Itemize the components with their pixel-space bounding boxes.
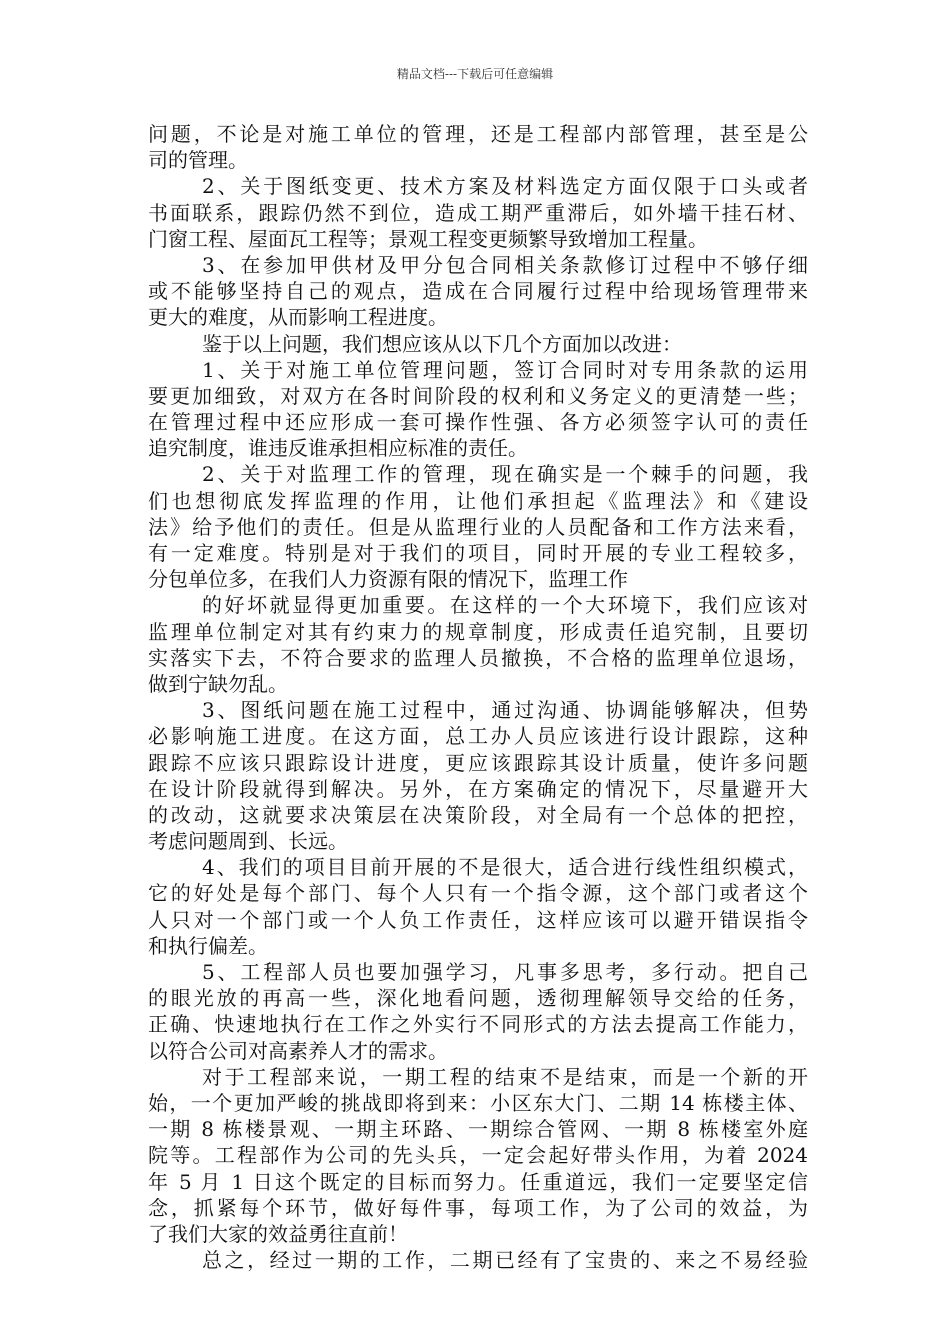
text-line: 的眼光放的再高一些，深化地看问题，透彻理解领导交给的任务， xyxy=(148,986,808,1011)
text-line: 的改动，这就要求决策层在决策阶段，对全局有一个总体的把控， xyxy=(148,802,808,827)
text-line: 年 5 月 1 日这个既定的目标而努力。任重道远，我们一定要坚定信 xyxy=(148,1169,808,1194)
text-line: 和执行偏差。 xyxy=(148,933,268,958)
text-line: 法》给予他们的责任。但是从监理行业的人员配备和工作方法来看， xyxy=(148,514,808,539)
text-line: 院等。工程部作为公司的先头兵，一定会起好带头作用，为着 2024 xyxy=(148,1143,808,1168)
document-body xyxy=(148,121,808,1273)
text-line: 在设计阶段就得到解决。另外，在方案确定的情况下，尽量避开大 xyxy=(148,776,808,801)
text-line: 一期 8 栋楼景观、一期主环路、一期综合管网、一期 8 栋楼室外庭 xyxy=(148,1117,808,1142)
text-line: 对于工程部来说，一期工程的结束不是结束，而是一个新的开 xyxy=(202,1064,808,1089)
text-line: 2、关于对监理工作的管理，现在确实是一个棘手的问题，我 xyxy=(202,462,808,487)
text-line: 追究制度，谁违反谁承担相应标准的责任。 xyxy=(148,436,528,461)
text-line: 以符合公司对高素养人才的需求。 xyxy=(148,1038,448,1063)
text-line: 或不能够坚持自己的观点，造成在合同履行过程中给现场管理带来 xyxy=(148,279,808,304)
text-line: 它的好处是每个部门、每个人只有一个指令源，这个部门或者这个 xyxy=(148,881,808,906)
text-line: 的好坏就显得更加重要。在这样的一个大环境下，我们应该对 xyxy=(202,593,808,618)
page-header: 精品文档---下载后可任意编辑 xyxy=(396,67,554,81)
text-line: 始，一个更加严峻的挑战即将到来：小区东大门、二期 14 栋楼主体、 xyxy=(148,1090,808,1115)
text-line: 考虑问题周到、长远。 xyxy=(148,829,348,854)
text-line: 在管理过程中还应形成一套可操作性强、各方必须签字认可的责任 xyxy=(148,410,808,435)
text-line: 1、关于对施工单位管理问题，签订合同时对专用条款的运用 xyxy=(202,357,808,382)
text-line: 4、我们的项目目前开展的不是很大，适合进行线性组织模式， xyxy=(202,855,808,880)
text-line: 人只对一个部门或一个人负工作责任，这样应该可以避开错误指令 xyxy=(148,907,808,932)
text-line: 跟踪不应该只跟踪设计进度，更应该跟踪其设计质量，使许多问题 xyxy=(148,750,808,775)
text-line: 要更加细致，对双方在各时间阶段的权利和义务定义的更清楚一些； xyxy=(148,383,808,408)
text-line: 正确、快速地执行在工作之外实行不同形式的方法去提高工作能力， xyxy=(148,1012,808,1037)
text-line: 2、关于图纸变更、技术方案及材料选定方面仅限于口头或者 xyxy=(202,174,808,199)
text-line: 鉴于以上问题，我们想应该从以下几个方面加以改进： xyxy=(202,331,682,356)
text-line: 更大的难度，从而影响工程进度。 xyxy=(148,305,448,330)
text-line: 监理单位制定对其有约束力的规章制度，形成责任追究制，且要切 xyxy=(148,619,808,644)
text-line: 念，抓紧每个环节，做好每件事，每项工作，为了公司的效益，为 xyxy=(148,1195,808,1220)
text-line: 实落实下去，不符合要求的监理人员撤换，不合格的监理单位退场， xyxy=(148,645,808,670)
text-line: 分包单位多，在我们人力资源有限的情况下，监理工作 xyxy=(148,567,628,592)
text-line: 问题，不论是对施工单位的管理，还是工程部内部管理，甚至是公 xyxy=(148,122,808,146)
text-line: 必影响施工进度。在这方面，总工办人员应该进行设计跟踪，这种 xyxy=(148,724,808,749)
text-line: 了我们大家的效益勇往直前！ xyxy=(148,1221,408,1246)
text-line: 总之，经过一期的工作，二期已经有了宝贵的、来之不易经验 xyxy=(202,1248,808,1273)
text-line: 3、在参加甲供材及甲分包合同相关条款修订过程中不够仔细 xyxy=(202,252,808,277)
text-line: 们也想彻底发挥监理的作用，让他们承担起《监理法》和《建设 xyxy=(148,488,808,513)
text-line: 门窗工程、屋面瓦工程等；景观工程变更频繁导致增加工程量。 xyxy=(148,226,708,251)
text-line: 做到宁缺勿乱。 xyxy=(148,671,288,696)
text-line: 有一定难度。特别是对于我们的项目，同时开展的专业工程较多， xyxy=(148,541,808,565)
text-line: 3、图纸问题在施工过程中，通过沟通、协调能够解决，但势 xyxy=(202,698,808,723)
text-line: 书面联系，跟踪仍然不到位，造成工期严重滞后，如外墙干挂石材、 xyxy=(148,200,808,225)
text-line: 5、工程部人员也要加强学习，凡事多思考，多行动。把自己 xyxy=(202,960,808,984)
text-line: 司的管理。 xyxy=(148,148,248,173)
